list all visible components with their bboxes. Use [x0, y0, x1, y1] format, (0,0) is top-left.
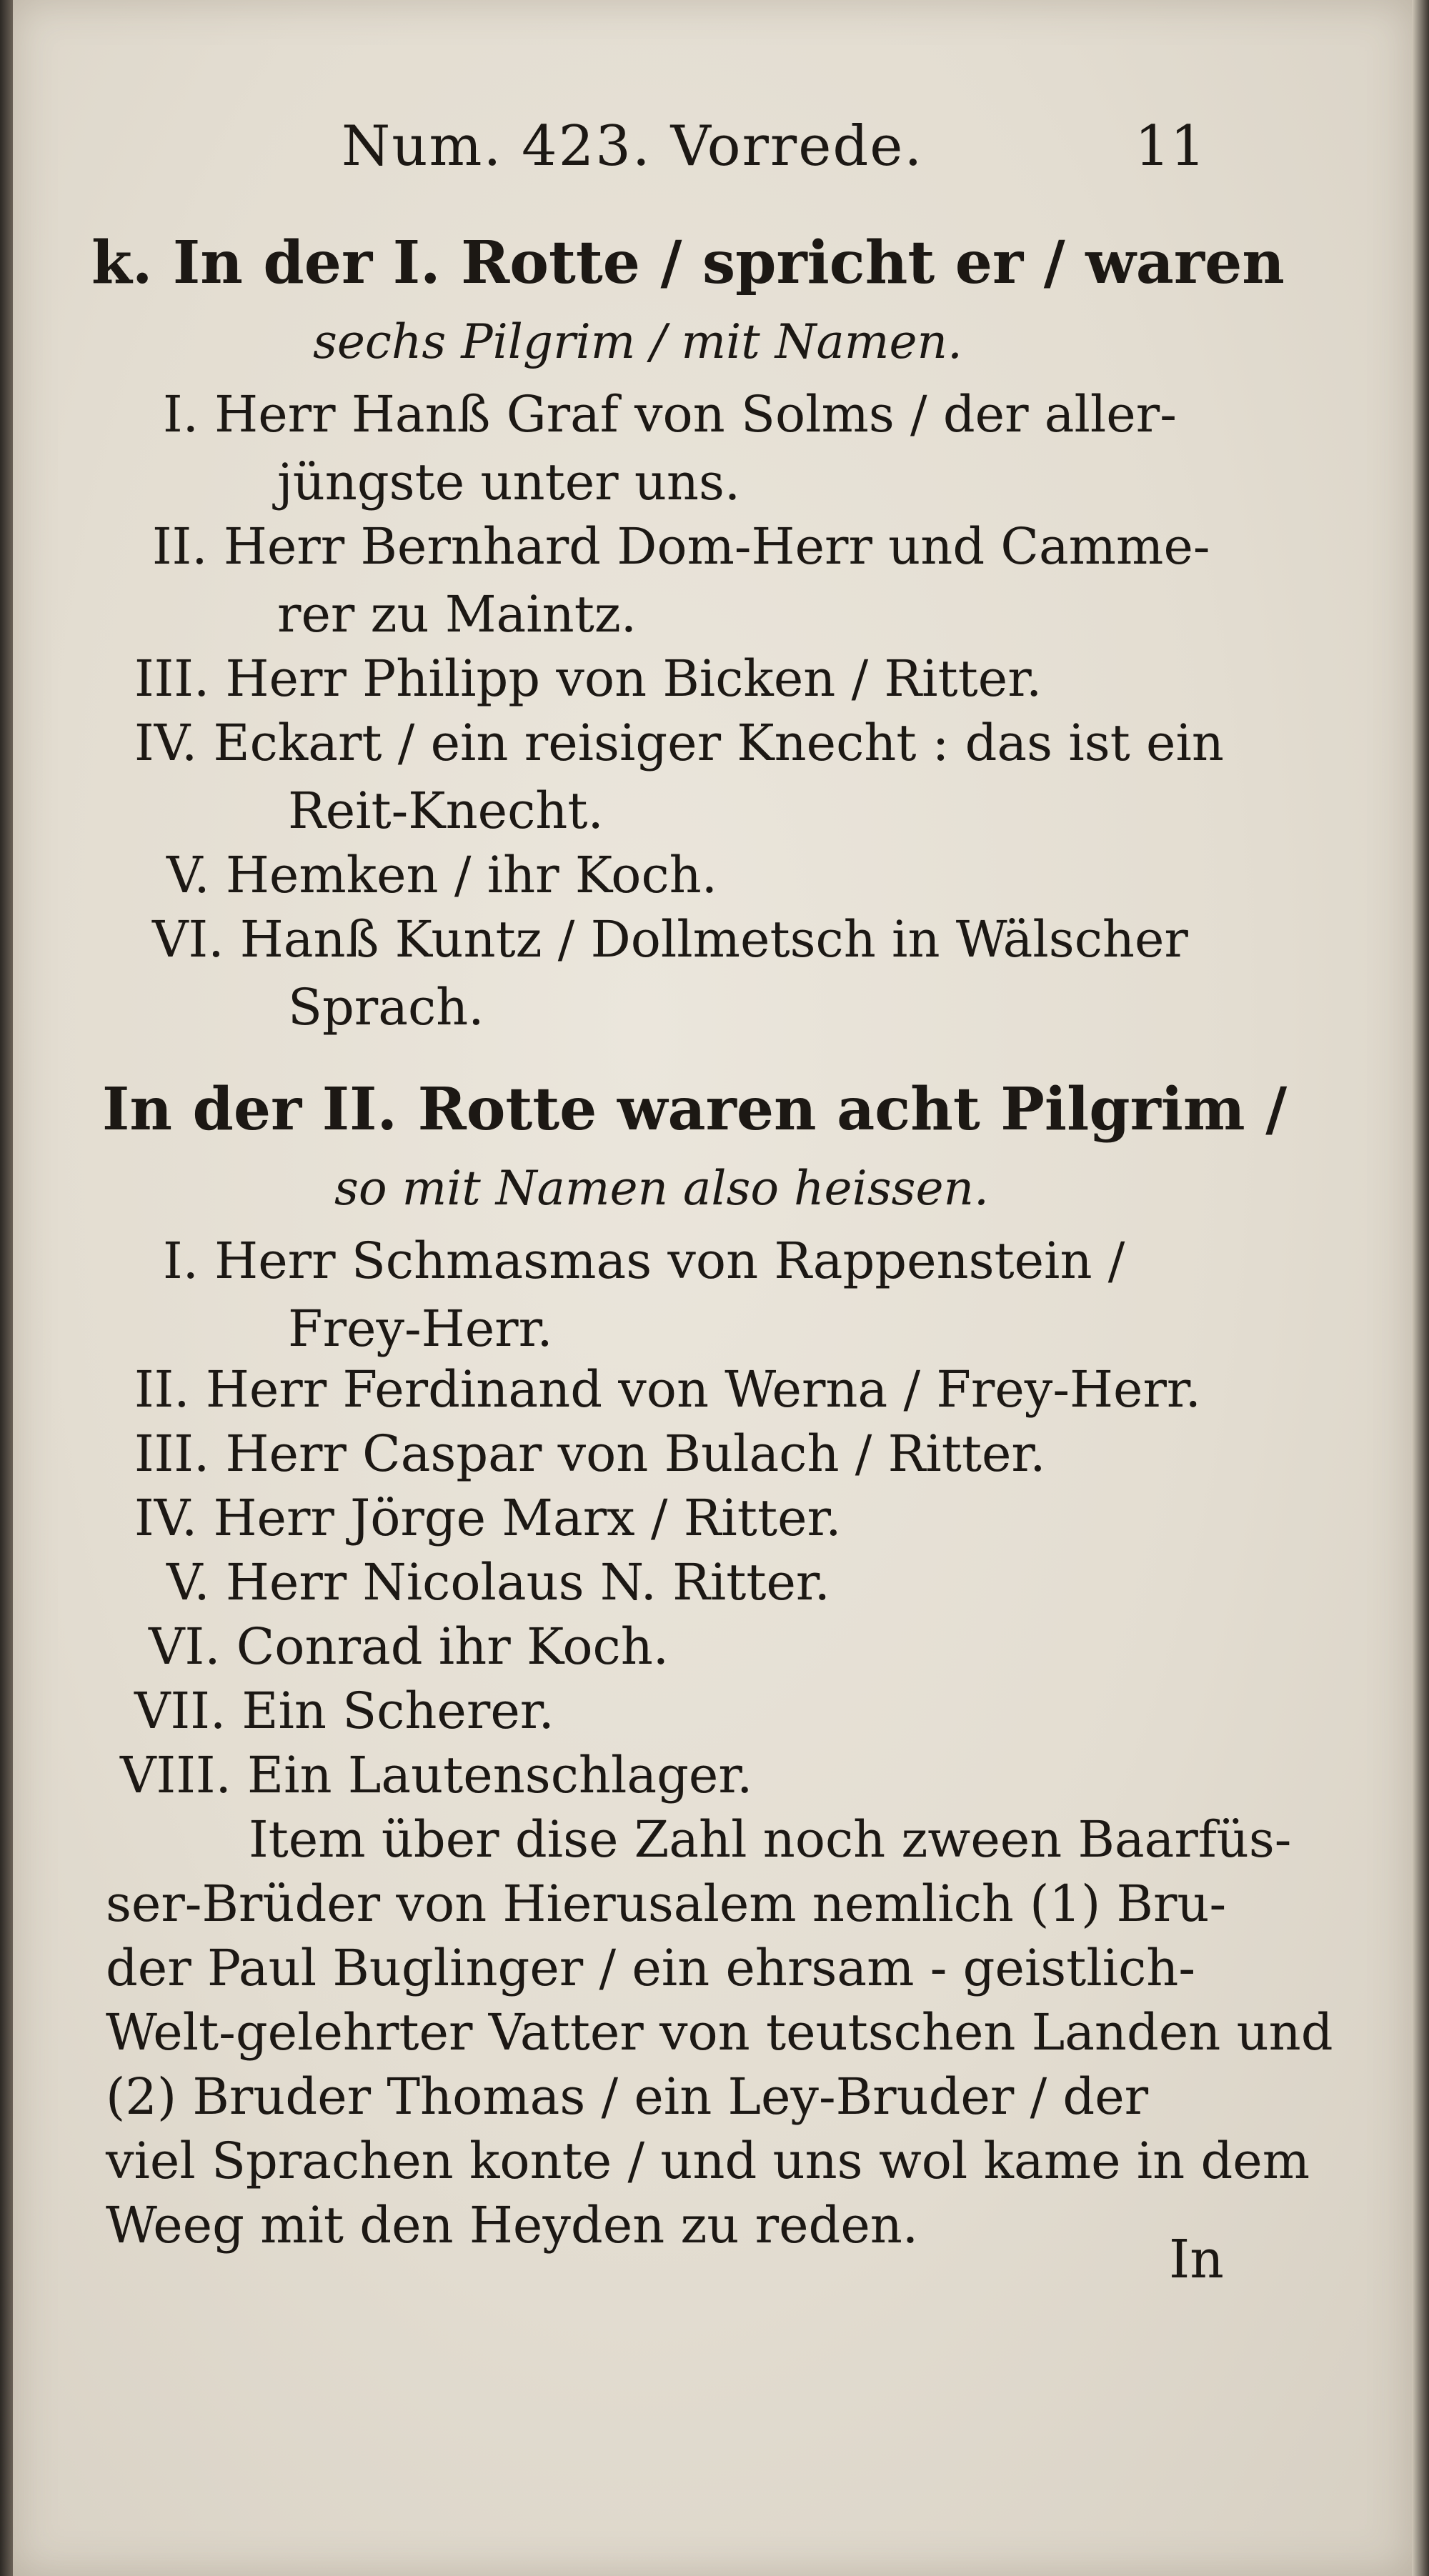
item-number: IV.	[134, 1489, 198, 1547]
item-text: Herr Hanß Graf von Solms / der aller-	[214, 385, 1177, 444]
item-text: Herr Schmasmas von Rappenstein /	[214, 1232, 1125, 1290]
item-text: Ein Scherer.	[242, 1682, 554, 1740]
list-item	[152, 910, 1188, 969]
section-heading-2: In der II. Rotte waren acht Pilgrim /	[102, 1075, 1288, 1144]
item-text: Herr Philipp von Bicken / Ritter.	[225, 649, 1042, 708]
item-continuation: Reit-Knecht.	[288, 782, 604, 840]
list-item	[134, 1682, 554, 1740]
item-number: V.	[166, 1553, 210, 1612]
item-number: III.	[134, 649, 210, 708]
list-item	[166, 1553, 830, 1612]
section-subheading-1: sechs Pilgrim / mit Namen.	[313, 314, 962, 369]
list-item	[166, 846, 717, 904]
list-item	[152, 517, 1210, 576]
section-subheading-2: so mit Namen also heissen.	[334, 1161, 990, 1216]
list-item	[134, 1424, 1046, 1483]
item-text: Herr Jörge Marx / Ritter.	[213, 1489, 842, 1547]
paragraph-line: Weeg mit den Heyden zu reden.	[106, 2196, 919, 2255]
item-number: VI.	[149, 1617, 221, 1676]
item-number: I.	[163, 1232, 199, 1290]
paragraph-line: viel Sprachen konte / und uns wol kame in dem	[106, 2132, 1310, 2190]
item-text: Hanß Kuntz / Dollmetsch in Wälscher	[239, 910, 1188, 969]
item-continuation: Sprach.	[288, 978, 484, 1037]
paragraph-line: (2) Bruder Thomas / ein Ley-Bruder / der	[106, 2067, 1149, 2126]
item-text: Hemken / ihr Koch.	[225, 846, 717, 904]
page-edge-left	[0, 0, 13, 2576]
list-item	[149, 1617, 669, 1676]
item-number: VII.	[134, 1682, 226, 1740]
list-item	[120, 1746, 753, 1804]
item-number: V.	[166, 846, 210, 904]
item-text: Eckart / ein reisiger Knecht : das ist ein	[213, 714, 1224, 772]
item-text: Herr Bernhard Dom-Herr und Camme-	[223, 517, 1210, 576]
item-number: I.	[163, 385, 199, 444]
paragraph-line: Item über dise Zahl noch zween Baarfüs-	[249, 1810, 1292, 1869]
item-text: Herr Nicolaus N. Ritter.	[225, 1553, 830, 1612]
page-number: 11	[1135, 114, 1206, 179]
paragraph-line: der Paul Buglinger / ein ehrsam - geistlich-	[106, 1939, 1196, 1997]
list-item	[134, 1360, 1201, 1419]
item-continuation: Frey-Herr.	[288, 1299, 553, 1358]
item-number: VI.	[152, 910, 224, 969]
item-number: III.	[134, 1424, 210, 1483]
item-number: IV.	[134, 714, 198, 772]
item-text: Herr Caspar von Bulach / Ritter.	[225, 1424, 1046, 1483]
book-page	[13, 0, 1412, 2576]
item-text: Conrad ihr Koch.	[236, 1617, 669, 1676]
list-item	[163, 385, 1177, 444]
item-continuation: rer zu Maintz.	[277, 585, 637, 644]
list-item	[163, 1232, 1125, 1290]
item-continuation: jüngste unter uns.	[277, 453, 741, 511]
item-text: Herr Ferdinand von Werna / Frey-Herr.	[205, 1360, 1201, 1419]
list-item	[134, 649, 1042, 708]
item-number: II.	[134, 1360, 190, 1419]
item-number: VIII.	[120, 1746, 231, 1804]
paragraph-line: ser-Brüder von Hierusalem nemlich (1) Bru-	[106, 1874, 1227, 1933]
list-item	[134, 1489, 842, 1547]
section-heading-1: k. In der I. Rotte / spricht er / waren	[91, 229, 1285, 297]
item-number: II.	[152, 517, 208, 576]
paragraph-line: Welt-gelehrter Vatter von teutschen Landen und	[106, 2003, 1333, 2062]
catchword: In	[1169, 2229, 1224, 2290]
running-header: Num. 423. Vorrede.	[342, 114, 924, 179]
item-text: Ein Lautenschlager.	[247, 1746, 753, 1804]
list-item	[134, 714, 1224, 772]
page-edge-right	[1412, 0, 1429, 2576]
